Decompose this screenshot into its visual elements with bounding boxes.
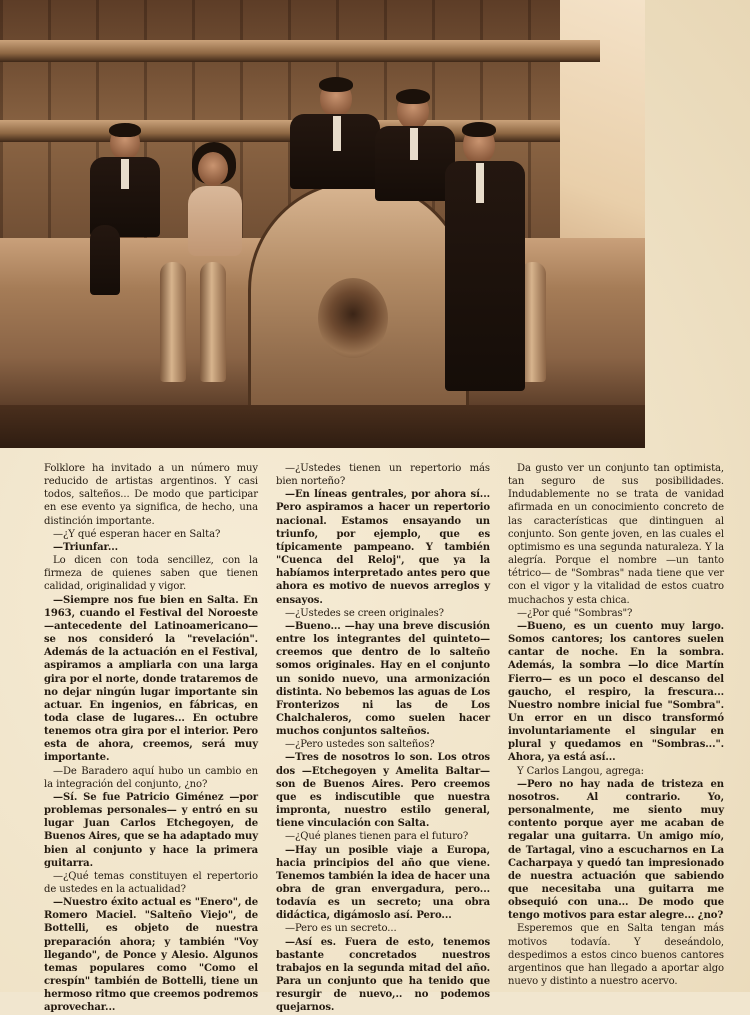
article-body xyxy=(44,462,724,1014)
article-paragraph: —¿Ustedes se creen originales? xyxy=(285,607,444,619)
article-paragraph: —¿Y qué esperan hacer en Salta? xyxy=(53,528,221,540)
article-column-3 xyxy=(508,462,724,988)
article-paragraph: —¿Por qué "Sombras"? xyxy=(517,607,633,619)
article-paragraph: —Pero es un secreto... xyxy=(285,923,397,935)
article-paragraph: Y Carlos Langou, agrega: xyxy=(517,765,644,777)
article-paragraph: —De Baradero aquí hubo un cambio en la integración del conjunto, ¿no? xyxy=(44,765,258,790)
article-paragraph: —Triunfar... xyxy=(53,541,119,553)
article-paragraph: —¿Qué temas constituyen el repertorio de ustedes en la actualidad? xyxy=(44,870,258,895)
article-paragraph: —Hay un posible viaje a Europa, hacia principios del año que viene. Tenemos también la idea de hacer una obra de gran envergadura, pero... todavía es un secreto; una obra didáctica, digámoslo así. Pero... xyxy=(276,844,490,922)
article-paragraph: —¿Ustedes tienen un repertorio más bien norteño? xyxy=(276,463,490,488)
article-paragraph: Da gusto ver un conjunto tan optimista, tan seguro de sus posibilidades. Indudablemente no se trata de vanidad afirmada en un conocimiento concreto de las características que dintinguen al conjunto. Son gente joven, en las cuales el optimismo es una segunda naturaleza. Y la alegría. Porque el nombre —un tanto tétrico— de "Sombras" nada tiene que ver con el vigor y la vitalidad de estos cuatro muchachos y esta chica. xyxy=(508,463,724,606)
photo-cornice-upper xyxy=(0,40,600,62)
article-paragraph: Lo dicen con toda sencillez, con la firmeza de quienes saben que tienen calidad, originalidad y vigor. xyxy=(44,555,258,593)
article-paragraph: —Nuestro éxito actual es "Enero", de Romero Maciel. "Salteño Viejo", de Bottelli, es objeto de nuestra preparación ahora; y también "Voy llegando", de Ponce y Alesio. Algunos temas populares como "Como el crespín" también de Bottelli, tiene un hermoso ritmo que creemos podremos aprovechar... xyxy=(44,897,258,1014)
article-paragraph: —Bueno... —hay una breve discusión entre los integrantes del quinteto— creemos que dentro de lo salteño somos originales. Hay en el conjunto un sonido nuevo, una armonización distinta. No bebemos las aguas de Los Fronterizos ni las de Los Chalchaleros, como suelen hacer muchos conjuntos salteños. xyxy=(276,620,490,738)
article-paragraph: —Así es. Fuera de esto, tenemos bastante concretados nuestros trabajos en la segunda mitad del año. Para un conjunto que ha tenido que resurgir de nuevo,.. no podemos quejarnos. xyxy=(276,936,490,1014)
article-column-2 xyxy=(276,462,490,1014)
article-paragraph: —¿Pero ustedes son salteños? xyxy=(285,739,435,751)
article-paragraph: —¿Qué planes tienen para el futuro? xyxy=(285,831,469,843)
article-paragraph: —Bueno, es un cuento muy largo. Somos cantores; los cantores suelen cantar de noche. En la sombra. Además, la sombra —lo dice Martín Fierro— es un poco el descanso del gaucho, el respiro, la frescura... Nuestro nombre inicial fue "Sombra". Un error en un disco transformó involuntariamente el singular en plural y quedamos en "Sombras...". Ahora, ya está así... xyxy=(508,620,724,764)
article-paragraph: Folklore ha invitado a un número muy reducido de artistas argentinos. Y casi todos, salteños... De modo que participar en ese evento ya significa, de hecho, una distinción importante. xyxy=(44,463,258,527)
article-paragraph: Esperemos que en Salta tengan más motivos todavía. Y deseándolo, despedimos a estos cinco buenos cantores argentinos que han llegado a aportar algo nuevo y distinto a nuestro acervo. xyxy=(508,923,724,988)
article-paragraph: —En líneas gentrales, por ahora sí... Pero aspiramos a hacer un repertorio nacional. Estamos ensayando un triunfo, por ejemplo, que es típicamente pampeano. Y también "Cuenca del Reloj", que ya la habíamos interpretado antes pero que ahora es motivo de nuevos arreglos y ensayos. xyxy=(276,489,490,606)
article-paragraph: —Pero no hay nada de tristeza en nosotros. Al contrario. Yo, personalmente, me siento muy contento porque ayer me acaban de regalar una guitarra. Un amigo mío, de Tartagal, vino a escucharnos en La Cacharpaya y quedó tan impresionado de nuestra actuación que sabiendo que necesitaba una guitarra me obsequió con una... De modo que tengo motivos para estar alegre... ¿no? xyxy=(508,778,724,922)
photo-lion-head-ornament xyxy=(318,278,388,358)
article-paragraph: —Sí. Se fue Patricio Giménez —por problemas personales— y entró en su lugar Juan Carlos Etchegoyen, de Buenos Aires, que se ha adaptado muy bien al conjunto y hace la primera guitarra. xyxy=(44,791,258,869)
article-paragraph: —Siempre nos fue bien en Salta. En 1963, cuando el Festival del Noroeste —antecedente del Latinoamericano— se nos consideró la "revelación". Además de la actuación en el Festival, aspiramos a ampliarla con una larga gira por el norte, donde trataremos de no dejar ningún lugar importante sin actuar. En ingenios, en fábricas, en toda clase de lugares... En octubre tenemos otra gira por el interior. Pero esta de ahora, creemos, será muy importante. xyxy=(44,594,258,764)
photo-baluster xyxy=(160,262,186,382)
photo-baluster xyxy=(200,262,226,382)
article-column-1 xyxy=(44,462,258,1014)
group-photo xyxy=(0,0,645,448)
article-paragraph: —Tres de nosotros lo son. Los otros dos —Etchegoyen y Amelita Baltar— son de Buenos Aires. Pero creemos que es indiscutible que nuestra impronta, nuestro estilo general, tiene vinculación con Salta. xyxy=(276,752,490,830)
photo-base-shadow xyxy=(0,405,645,448)
